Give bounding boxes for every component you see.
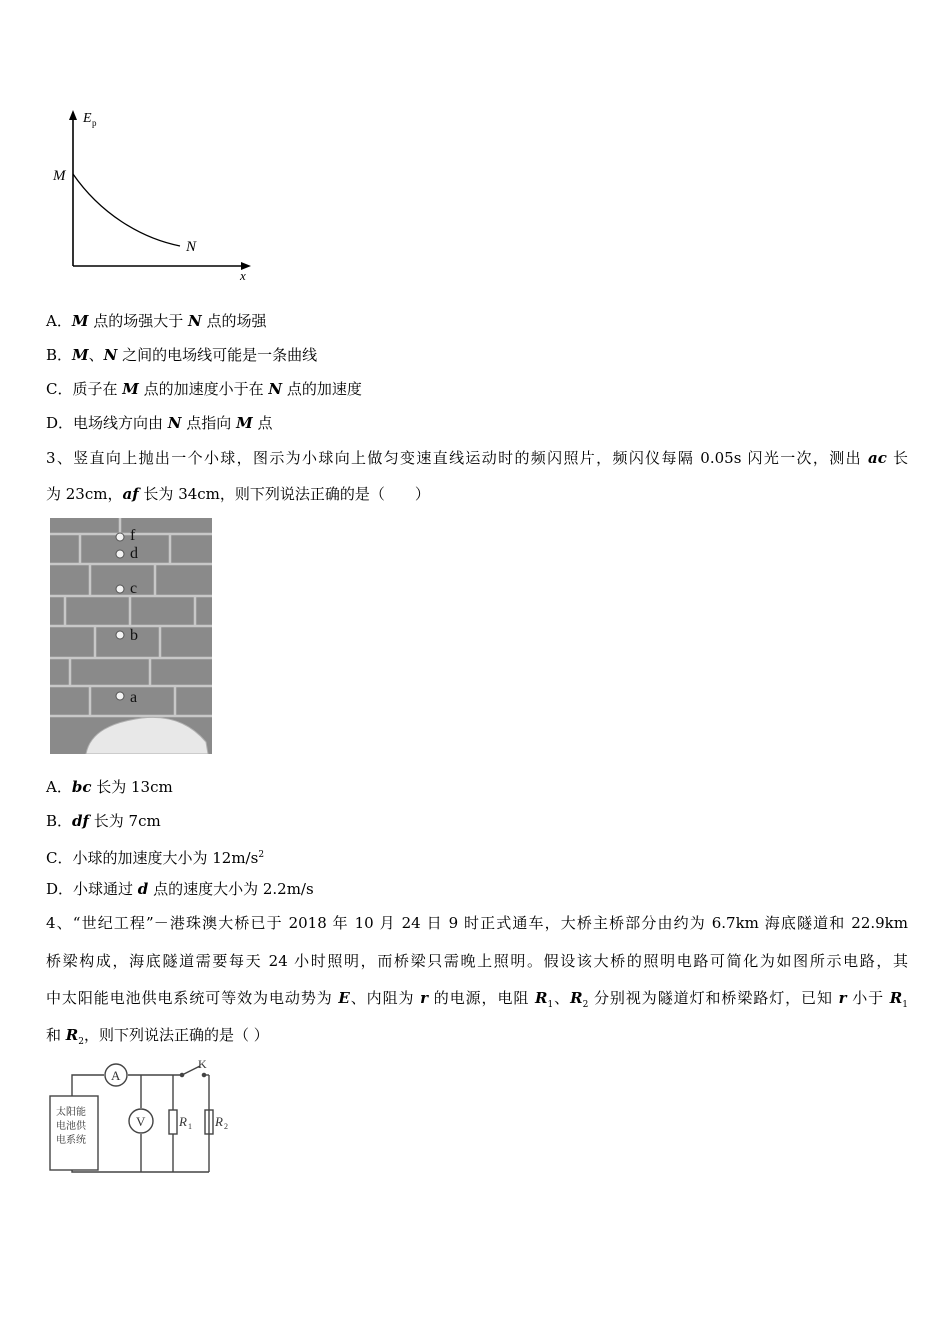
y-axis-arrow bbox=[69, 110, 77, 120]
voltmeter-label: V bbox=[136, 1114, 146, 1129]
q4-stem-line-2: 桥梁构成，海底隧道需要每天 24 小时照明，而桥梁只需晚上照明。假设该大桥的照明电路可简化为如图所示电路，其 bbox=[46, 952, 908, 970]
label-a: a bbox=[130, 689, 138, 706]
y-axis-sub: p bbox=[92, 118, 97, 128]
q4-stem-line-4: 和 $R_2$，则下列说法正确的是（ ） bbox=[46, 1026, 269, 1047]
switch-label: K bbox=[198, 1060, 207, 1071]
r2-sub: 2 bbox=[224, 1122, 228, 1131]
q2-option-d: D．电场线方向由 N 点指向 M 点 bbox=[46, 414, 273, 432]
q2-option-a: A．M 点的场强大于 N 点的场强 bbox=[46, 312, 267, 330]
q3-option-a: A．bc 长为 13cm bbox=[46, 778, 173, 796]
ball-d bbox=[116, 550, 124, 558]
label-c: c bbox=[130, 580, 138, 597]
label-f: f bbox=[130, 527, 136, 544]
ep-curve bbox=[73, 174, 180, 246]
resistor-r1 bbox=[169, 1110, 177, 1134]
q4-stem-line-3: 中太阳能电池供电系统可等效为电动势为 E、内阻为 r 的电源，电阻 $R_1$、$R_2$ 分别视为隧道灯和桥梁路灯，已知 r 小于 $R_1$ bbox=[46, 989, 908, 1010]
source-label-3: 电系统 bbox=[56, 1135, 86, 1146]
ball-a bbox=[116, 692, 124, 700]
q4-stem-line-1: 4、“世纪工程”－港珠澳大桥已于 2018 年 10 月 24 日 9 时正式通车，大桥主桥部分由约为 6.7km 海底隧道和 22.9km bbox=[46, 914, 908, 932]
q3-stem-line-2: 为 23cm，af 长为 34cm，则下列说法正确的是（ ） bbox=[46, 485, 430, 503]
q3-stem-line-1: 3、竖直向上抛出一个小球，图示为小球向上做匀变速直线运动时的频闪照片，频闪仪每隔 0.05s 闪光一次，测出 ac 长 bbox=[46, 449, 908, 467]
label-d: d bbox=[130, 545, 138, 562]
r1-label: R bbox=[179, 1114, 187, 1129]
q3-option-b: B．df 长为 7cm bbox=[46, 812, 161, 830]
point-n-label: N bbox=[186, 239, 197, 255]
x-axis-label: x bbox=[240, 268, 246, 283]
y-axis-label: E bbox=[83, 111, 92, 126]
q3-option-c: C．小球的加速度大小为 $12m/s^2$ bbox=[46, 849, 265, 867]
ep-x-graph bbox=[40, 108, 260, 283]
label-b: b bbox=[130, 627, 138, 644]
q2-option-c: C．质子在 M 点的加速度小于在 N 点的加速度 bbox=[46, 380, 362, 398]
r1-sub: 1 bbox=[188, 1122, 192, 1131]
ball-c bbox=[116, 585, 124, 593]
source-label-1: 太阳能 bbox=[56, 1107, 86, 1118]
point-m-label: M bbox=[53, 168, 66, 184]
q2-option-b: B．M、N 之间的电场线可能是一条曲线 bbox=[46, 346, 318, 364]
wire-top bbox=[72, 1075, 104, 1096]
ball-f bbox=[116, 533, 124, 541]
strobe-photo bbox=[50, 518, 212, 754]
r2-label: R bbox=[215, 1114, 223, 1129]
source-label-2: 电池供 bbox=[56, 1121, 86, 1132]
circuit-diagram bbox=[44, 1060, 244, 1180]
ball-b bbox=[116, 631, 124, 639]
q3-option-d: D．小球通过 d 点的速度大小为 2.2m/s bbox=[46, 880, 314, 898]
ammeter-label: A bbox=[111, 1068, 121, 1083]
